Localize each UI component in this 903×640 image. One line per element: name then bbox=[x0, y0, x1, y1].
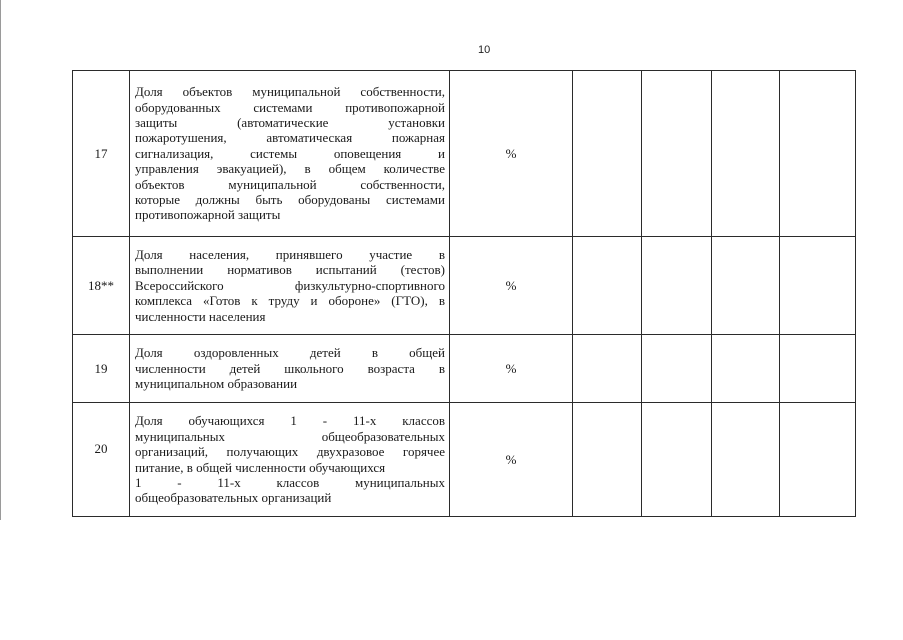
empty-cell bbox=[642, 71, 712, 237]
description-line: численности детей школьного возраста в bbox=[135, 360, 445, 376]
description-line: сигнализация, системы оповещения и bbox=[135, 145, 445, 161]
description-line: которые должны быть оборудованы системами bbox=[135, 192, 445, 208]
empty-cell bbox=[573, 71, 642, 237]
scan-edge-line bbox=[0, 0, 1, 520]
empty-cell bbox=[712, 71, 780, 237]
row-number: 18** bbox=[73, 237, 130, 335]
empty-cell bbox=[573, 403, 642, 517]
empty-cell bbox=[573, 335, 642, 403]
description-line: объектов муниципальной собственности, bbox=[135, 176, 445, 192]
description-line: Доля обучающихся 1 - 11-х классов bbox=[135, 413, 445, 429]
empty-cell bbox=[712, 403, 780, 517]
description-line: противопожарной защиты bbox=[135, 207, 281, 223]
empty-cell bbox=[712, 237, 780, 335]
description-line: Доля объектов муниципальной собственности, bbox=[135, 84, 445, 100]
empty-cell bbox=[780, 335, 856, 403]
description-line: Доля оздоровленных детей в общей bbox=[135, 345, 445, 361]
empty-cell bbox=[642, 403, 712, 517]
empty-cell bbox=[712, 335, 780, 403]
description-line: защиты (автоматические установки bbox=[135, 114, 445, 130]
empty-cell bbox=[642, 237, 712, 335]
description-line: выполнении нормативов испытаний (тестов) bbox=[135, 262, 445, 278]
description-line: пожаротушения, автоматическая пожарная bbox=[135, 130, 445, 146]
empty-cell bbox=[780, 403, 856, 517]
table-row-17 bbox=[73, 71, 856, 237]
unit-cell: % bbox=[450, 403, 573, 517]
indicator-description bbox=[130, 403, 450, 517]
empty-cell bbox=[642, 335, 712, 403]
description-line: муниципальном образовании bbox=[135, 376, 298, 392]
description-line: 1 - 11-х классов муниципальных bbox=[135, 474, 445, 490]
description-line: управления эвакуацией), в общем количестве bbox=[135, 161, 445, 177]
table-row-19 bbox=[73, 335, 856, 403]
row-number: 19 bbox=[73, 335, 130, 403]
description-line: питание, в общей численности обучающихся bbox=[135, 459, 386, 475]
description-line: муниципальных общеобразовательных bbox=[135, 428, 445, 444]
table-row-20 bbox=[73, 403, 856, 517]
indicator-description bbox=[130, 71, 450, 237]
unit-cell: % bbox=[450, 335, 573, 403]
description-line: численности населения bbox=[135, 308, 266, 324]
row-number: 17 bbox=[73, 71, 130, 237]
row-number: 20 bbox=[73, 403, 130, 517]
description-line: общеобразовательных организаций bbox=[135, 490, 332, 506]
indicators-table bbox=[72, 70, 856, 517]
description-line: оборудованных системами противопожарной bbox=[135, 99, 445, 115]
empty-cell bbox=[780, 71, 856, 237]
unit-cell: % bbox=[450, 71, 573, 237]
description-line: организаций, получающих двухразовое горячее bbox=[135, 444, 445, 460]
table-row-18 bbox=[73, 237, 856, 335]
description-line: Всероссийского физкультурно-спортивного bbox=[135, 277, 445, 293]
indicator-description bbox=[130, 335, 450, 403]
description-line: Доля населения, принявшего участие в bbox=[135, 246, 445, 262]
description-line: комплекса «Готов к труду и обороне» (ГТО), в bbox=[135, 293, 445, 309]
indicator-description bbox=[130, 237, 450, 335]
unit-cell: % bbox=[450, 237, 573, 335]
empty-cell bbox=[573, 237, 642, 335]
page-number: 10 bbox=[478, 44, 491, 56]
empty-cell bbox=[780, 237, 856, 335]
